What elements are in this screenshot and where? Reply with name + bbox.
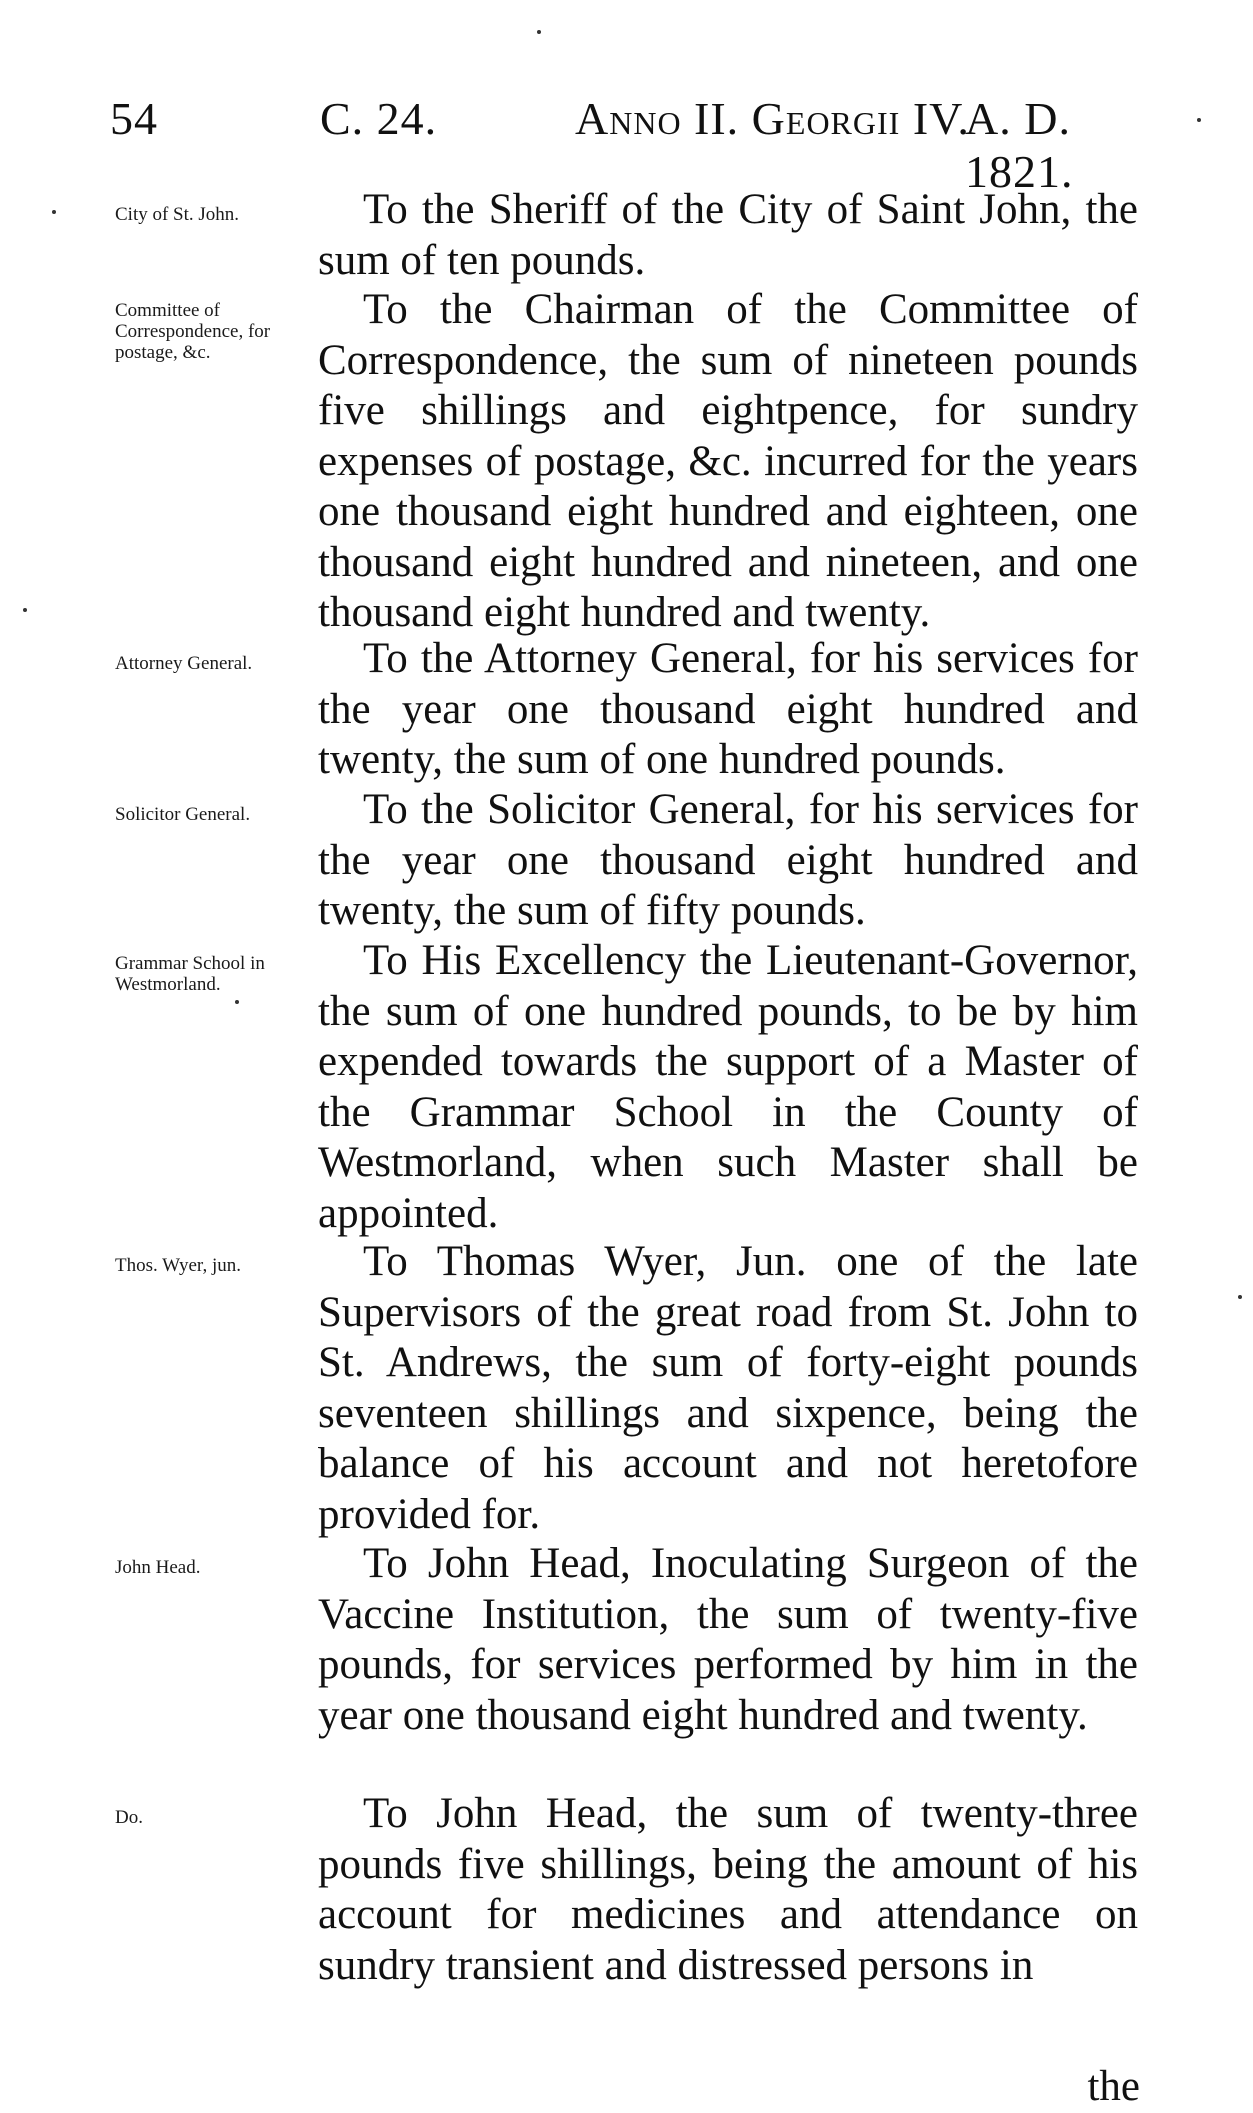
catchword: the bbox=[1087, 2063, 1140, 2110]
entry-text: To the Attorney General, for his services for the year one thousand eight hundred and twenty, the sum of one hundred pounds. bbox=[318, 635, 1138, 783]
margin-note: Committee of Correspondence, for postage, &c. bbox=[115, 300, 271, 363]
scan-speck bbox=[537, 30, 541, 34]
calendar-year: A. D. 1821. bbox=[965, 93, 1074, 197]
margin-note: Do. bbox=[115, 1807, 143, 1828]
entry-text: To John Head, the sum of twenty-three pounds five shillings, being the amount of his account for medicines and attendance on sundry transient and distressed persons in bbox=[318, 1790, 1138, 1989]
margin-note: Grammar School in Westmorland. bbox=[115, 953, 265, 995]
margin-note: John Head. bbox=[115, 1557, 201, 1578]
entry-text: To Thomas Wyer, Jun. one of the late Supervisors of the great road from St. John to St. Andrews, the sum of forty-eight pounds seventeen shillings and sixpence, being the balance of his account and not heretofore provided for. bbox=[318, 1238, 1138, 1538]
entry-text: To the Sheriff of the City of Saint John, the sum of ten pounds. bbox=[318, 186, 1138, 284]
entry-text: To His Excellency the Lieutenant-Governor, the sum of one hundred pounds, to be by him expended towards the support of a Master of the Grammar School in the County of Westmorland, when such Master shall be appointed. bbox=[318, 937, 1138, 1237]
scan-speck bbox=[23, 608, 27, 612]
scan-speck bbox=[52, 210, 56, 214]
margin-note: Solicitor General. bbox=[115, 804, 251, 825]
scan-speck bbox=[1238, 1295, 1242, 1299]
margin-note: Attorney General. bbox=[115, 653, 253, 674]
running-header bbox=[110, 92, 1150, 197]
margin-note: Thos. Wyer, jun. bbox=[115, 1255, 241, 1276]
page-number: 54 bbox=[110, 93, 158, 144]
regnal-year: Anno II. Georgii IV. bbox=[575, 93, 970, 144]
entry-text: To the Solicitor General, for his services for the year one thousand eight hundred and twenty, the sum of fifty pounds. bbox=[318, 786, 1138, 934]
entry-text: To the Chairman of the Committee of Correspondence, the sum of nineteen pounds five shillings and eightpence, for sundry expenses of postage, &c. incurred for the years one thousand eight hundred and eighteen, one thousand eight hundred and nineteen, and one thousand eight hundred and twenty. bbox=[318, 286, 1138, 636]
scan-speck bbox=[1197, 118, 1201, 122]
scan-speck bbox=[235, 1000, 239, 1004]
entry-text: To John Head, Inoculating Surgeon of the Vaccine Institution, the sum of twenty-five pounds, for services performed by him in the year one thousand eight hundred and twenty. bbox=[318, 1540, 1138, 1739]
chapter-number: C. 24. bbox=[320, 93, 438, 144]
margin-note: City of St. John. bbox=[115, 204, 240, 225]
